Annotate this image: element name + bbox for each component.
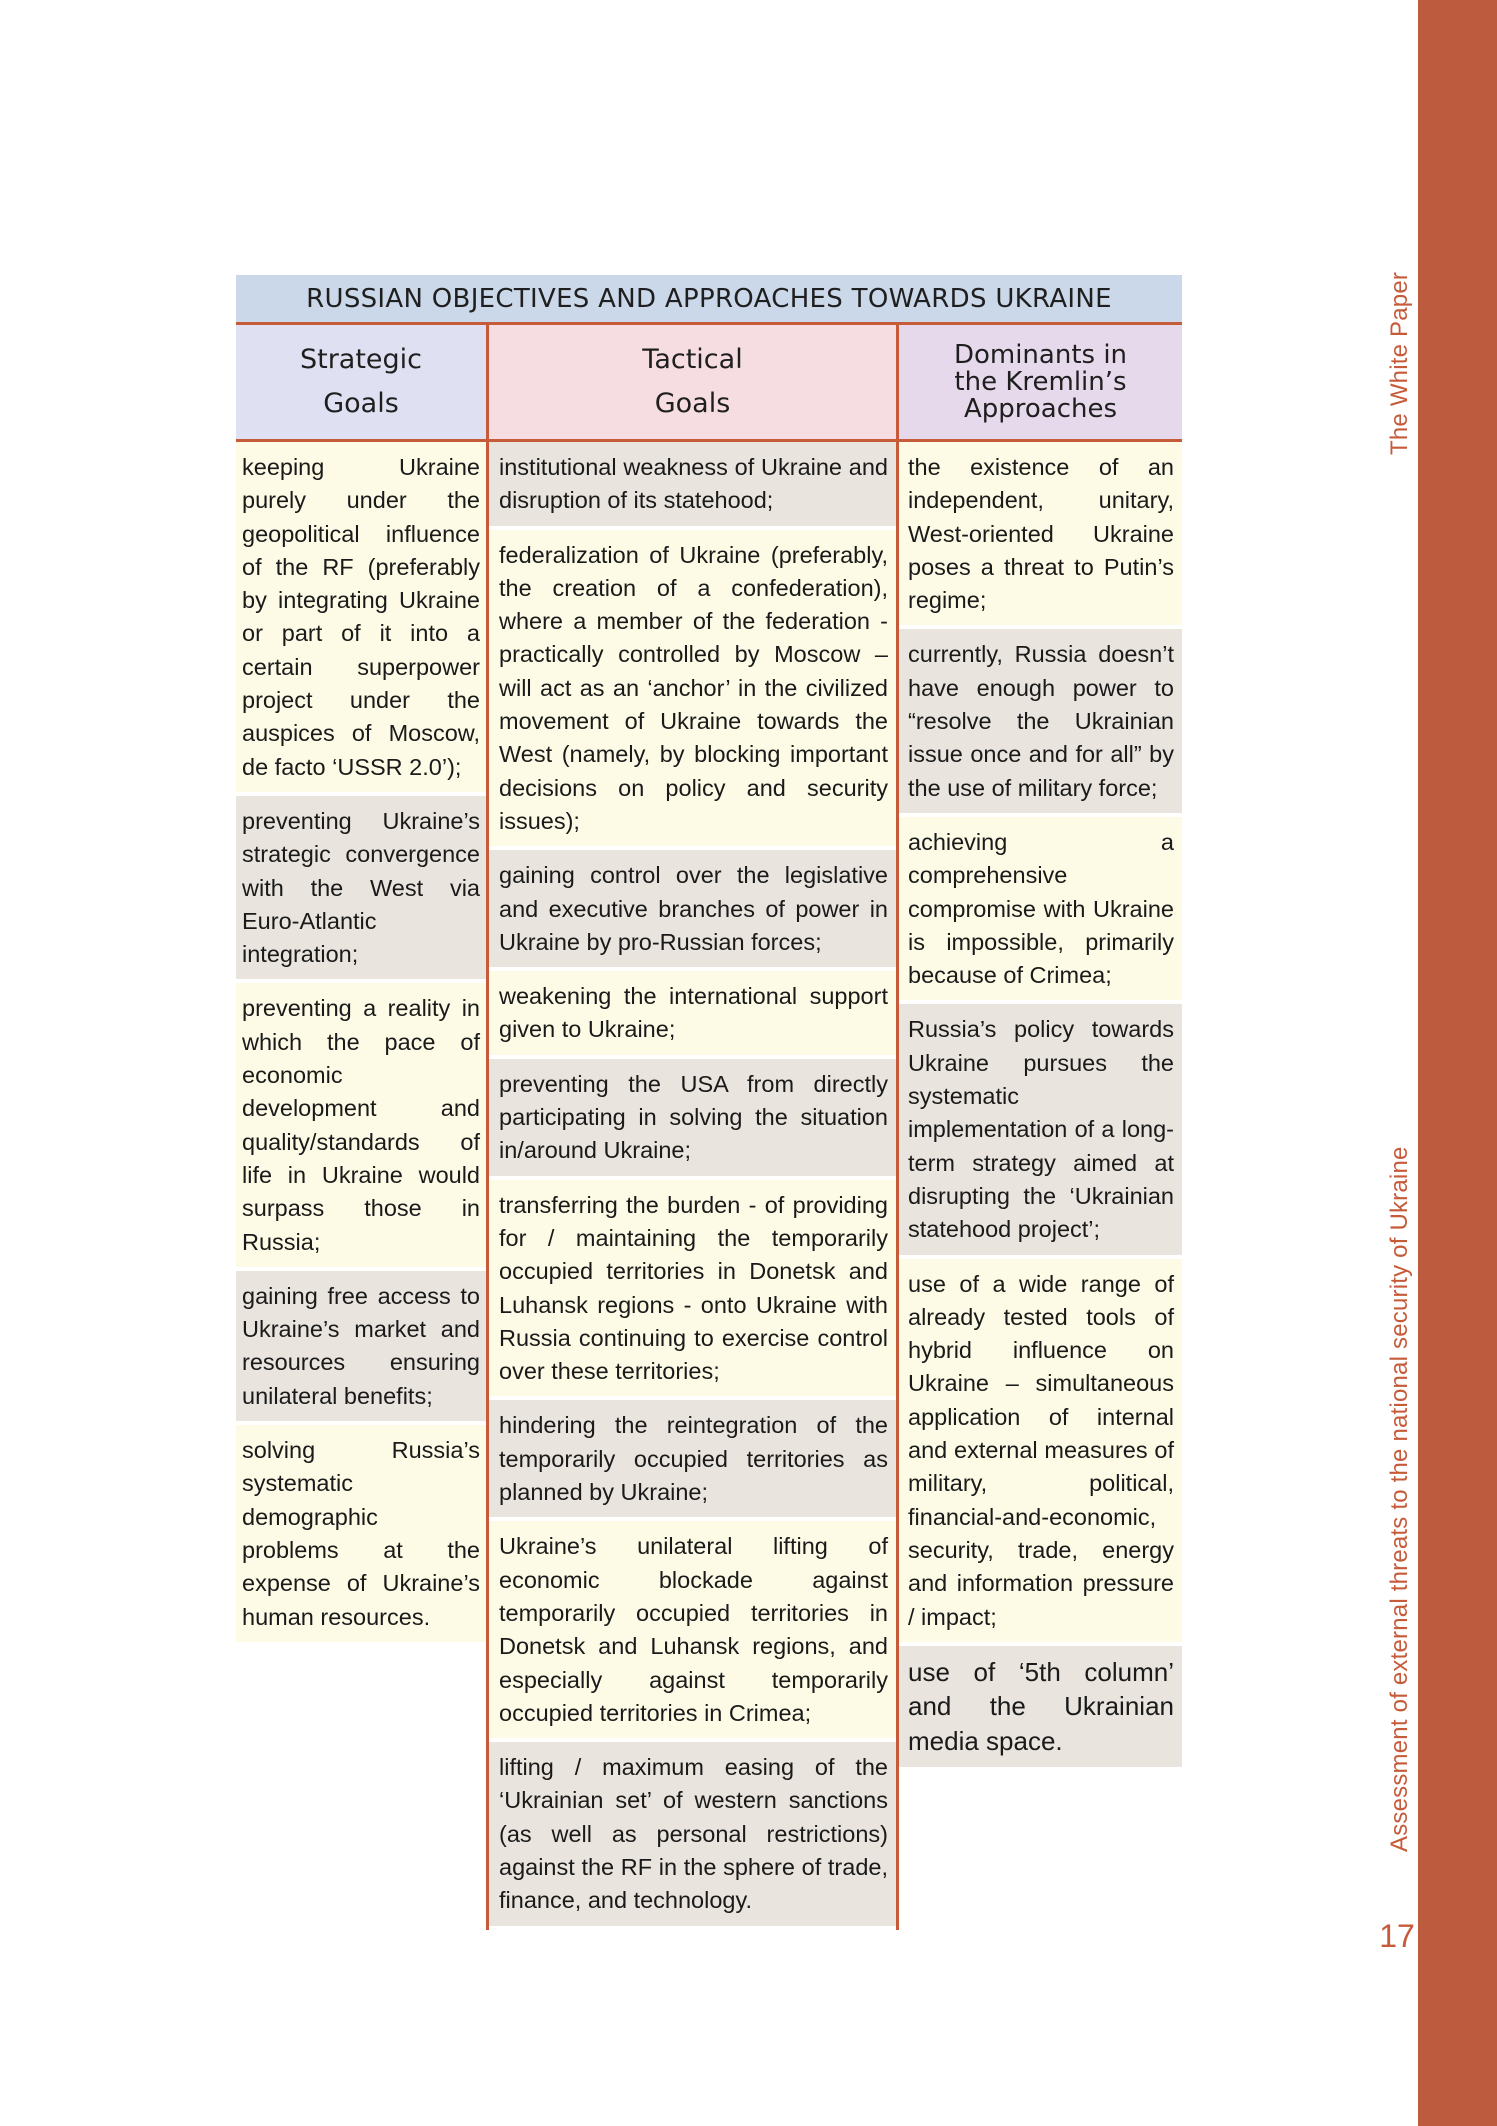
strategic-goals-column xyxy=(236,442,486,1646)
tactical-goal-item: gaining control over the legislative and executive branches of power in Ukraine by pro-Russian forces; xyxy=(489,850,896,971)
header-dominants-label: Dominants in the Kremlin’s Approaches xyxy=(953,339,1128,424)
header-strategic-goals xyxy=(236,325,486,439)
page-subtitle: Assessment of external threats to the national security of Ukraine xyxy=(1386,1146,1413,1852)
header-dominants xyxy=(899,325,1182,439)
dominant-item: currently, Russia doesn’t have enough power to “resolve the Ukrainian issue once and for all” by the use of military force; xyxy=(899,629,1182,816)
header-tactical-goals xyxy=(486,325,899,439)
header-tactical-label: Tactical Goals xyxy=(642,344,743,419)
strategic-goal-item: gaining free access to Ukraine’s market and resources ensuring unilateral benefits; xyxy=(236,1271,486,1425)
strategic-goal-item: keeping Ukraine purely under the geopolitical influence of the RF (preferably by integrating Ukraine or part of it into a certain superpower project under the auspices of Moscow, de facto ‘USSR 2.0’); xyxy=(236,442,486,796)
tactical-goal-item: lifting / maximum easing of the ‘Ukrainian set’ of western sanctions (as well as personal restrictions) against the RF in the sphere of trade, finance, and technology. xyxy=(489,1742,896,1929)
strategic-goal-item: preventing Ukraine’s strategic convergence with the West via Euro-Atlantic integration; xyxy=(236,796,486,983)
dominants-column xyxy=(899,442,1182,1771)
tactical-goal-item: Ukraine’s unilateral lifting of economic blockade against temporarily occupied territories in Donetsk and Luhansk regions, and especially against temporarily occupied territories in Crimea; xyxy=(489,1521,896,1742)
table-body xyxy=(236,442,1182,1930)
tactical-goal-item: weakening the international support given to Ukraine; xyxy=(489,971,896,1059)
table-title: RUSSIAN OBJECTIVES AND APPROACHES TOWARDS UKRAINE xyxy=(236,275,1182,325)
dominant-item: use of a wide range of already tested tools of hybrid influence on Ukraine – simultaneous application of internal and external measures of military, political, financial-and-economic, security, trade, energy and information pressure / impact; xyxy=(899,1259,1182,1646)
publication-title: The White Paper xyxy=(1386,271,1413,455)
objectives-table xyxy=(236,275,1182,1930)
dominant-item: the existence of an independent, unitary, West-oriented Ukraine poses a threat to Putin’s regime; xyxy=(899,442,1182,629)
tactical-goals-column xyxy=(486,442,899,1930)
sidebar-band xyxy=(1418,0,1497,2126)
tactical-goal-item: hindering the reintegration of the temporarily occupied territories as planned by Ukraine; xyxy=(489,1400,896,1521)
tactical-goal-item: federalization of Ukraine (preferably, the creation of a confederation), where a member of the federation - practically controlled by Moscow – will act as an ‘anchor’ in the civilized movement of Ukraine towards the West (namely, by blocking important decisions on policy and security issues); xyxy=(489,530,896,851)
tactical-goal-item: transferring the burden - of providing for / maintaining the temporarily occupied territories in Donetsk and Luhansk regions - onto Ukraine with Russia continuing to exercise control over these territories; xyxy=(489,1180,896,1401)
dominant-item: use of ‘5th column’ and the Ukrainian media space. xyxy=(899,1646,1182,1771)
header-strategic-label: Strategic Goals xyxy=(299,344,423,419)
tactical-goal-item: institutional weakness of Ukraine and disruption of its statehood; xyxy=(489,442,896,530)
page-number: 17 xyxy=(1379,1918,1415,1954)
strategic-goal-item: preventing a reality in which the pace of economic development and quality/standards of life in Ukraine would surpass those in Russia; xyxy=(236,983,486,1270)
tactical-goal-item: preventing the USA from directly participating in solving the situation in/around Ukraine; xyxy=(489,1059,896,1180)
strategic-goal-item: solving Russia’s systematic demographic problems at the expense of Ukraine’s human resources. xyxy=(236,1425,486,1646)
dominant-item: achieving a comprehensive compromise with Ukraine is impossible, primarily because of Crimea; xyxy=(899,817,1182,1004)
table-header-row xyxy=(236,325,1182,442)
dominant-item: Russia’s policy towards Ukraine pursues the systematic implementation of a long-term strategy aimed at disrupting the ‘Ukrainian statehood project’; xyxy=(899,1004,1182,1258)
